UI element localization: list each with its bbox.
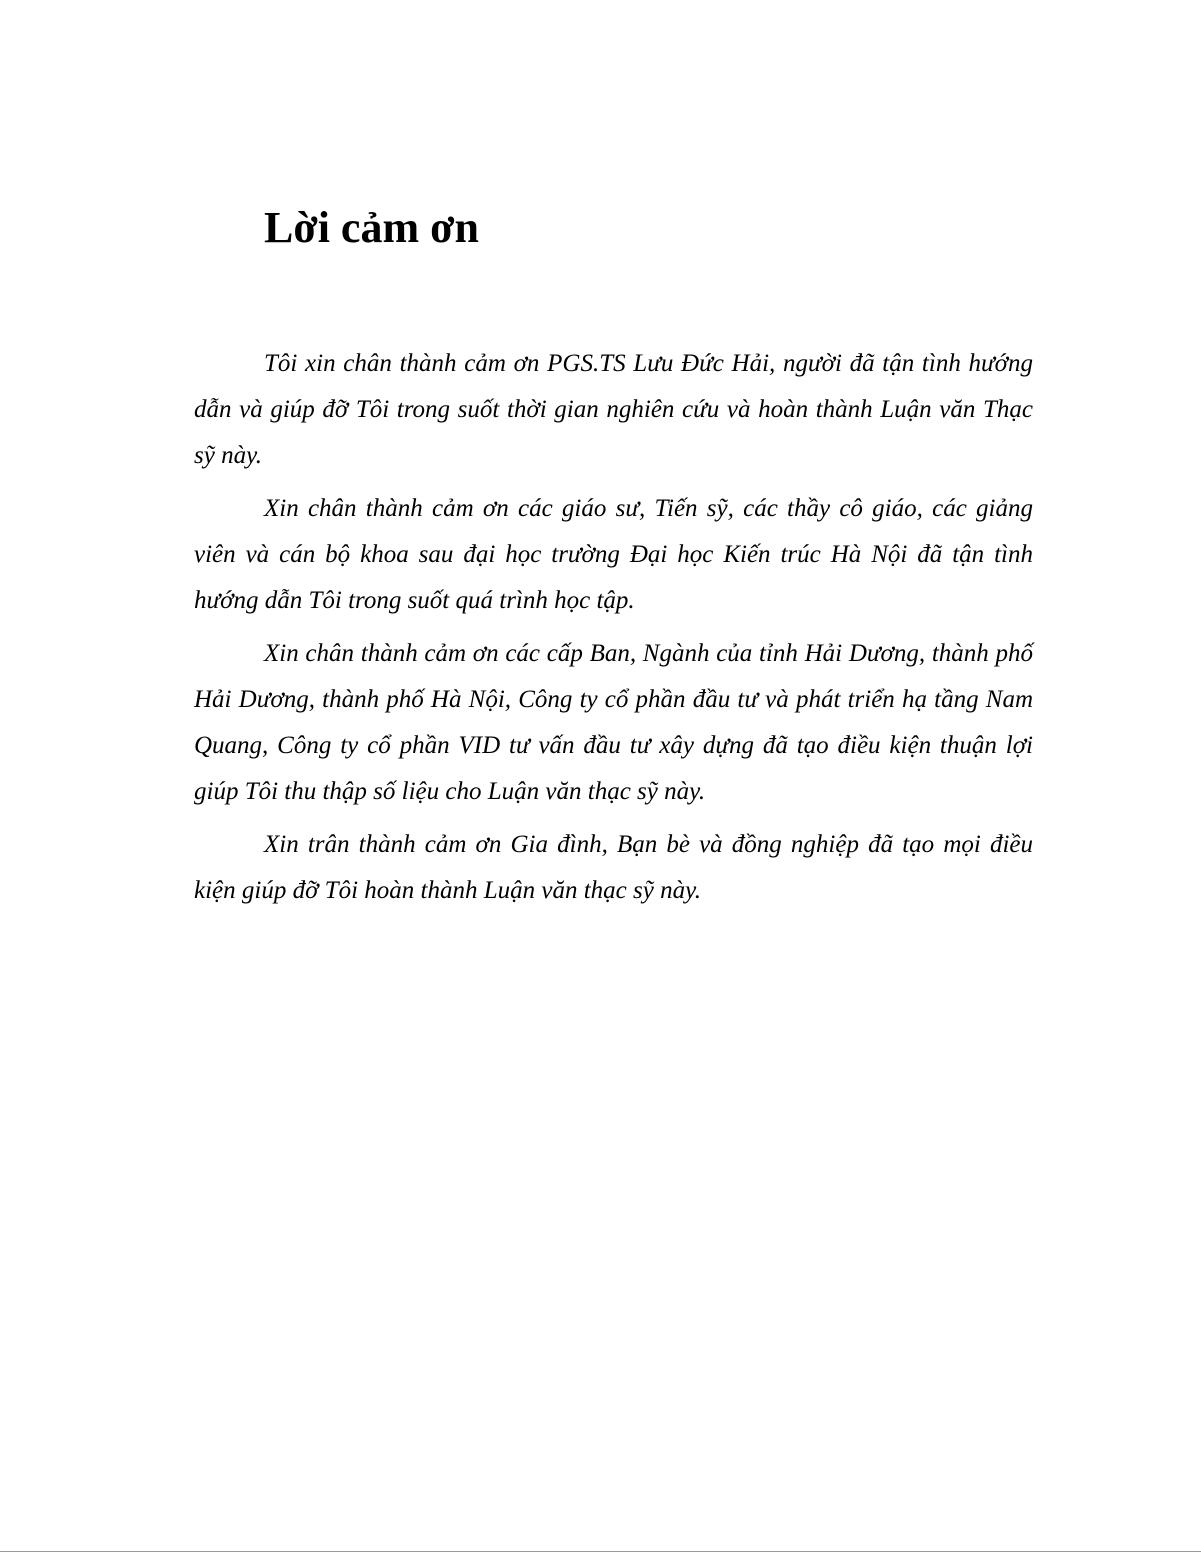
paragraph-4: Xin trân thành cảm ơn Gia đình, Bạn bè và đồng nghiệp đã tạo mọi điều kiện giúp đỡ Tôi hoàn thành Luận văn thạc sỹ này. (194, 831, 1033, 904)
paragraph-3: Xin chân thành cảm ơn các cấp Ban, Ngành của tỉnh Hải Dương, thành phố Hải Dương, thành phố Hà Nội, Công ty cổ phần đầu tư và phát triển hạ tầng Nam Quang, Công ty cổ phần VID tư vấn đầu tư xây dựng đã tạo điều kiện thuận lợi giúp Tôi thu thập số liệu cho Luận văn thạc sỹ này. (194, 640, 1033, 805)
page-title: Lời cảm ơn (264, 203, 479, 252)
paragraph-2: Xin chân thành cảm ơn các giáo sư, Tiến sỹ, các thầy cô giáo, các giảng viên và cán bộ khoa sau đại học trường Đại học Kiến trúc Hà Nội đã tận tình hướng dẫn Tôi trong suốt quá trình học tập. (194, 495, 1033, 614)
page-bottom-rule (0, 1551, 1201, 1552)
paragraph-1: Tôi xin chân thành cảm ơn PGS.TS Lưu Đức Hải, người đã tận tình hướng dẫn và giúp đỡ Tôi trong suốt thời gian nghiên cứu và hoàn thành Luận văn Thạc sỹ này. (194, 350, 1033, 469)
acknowledgement-body (194, 341, 1033, 921)
